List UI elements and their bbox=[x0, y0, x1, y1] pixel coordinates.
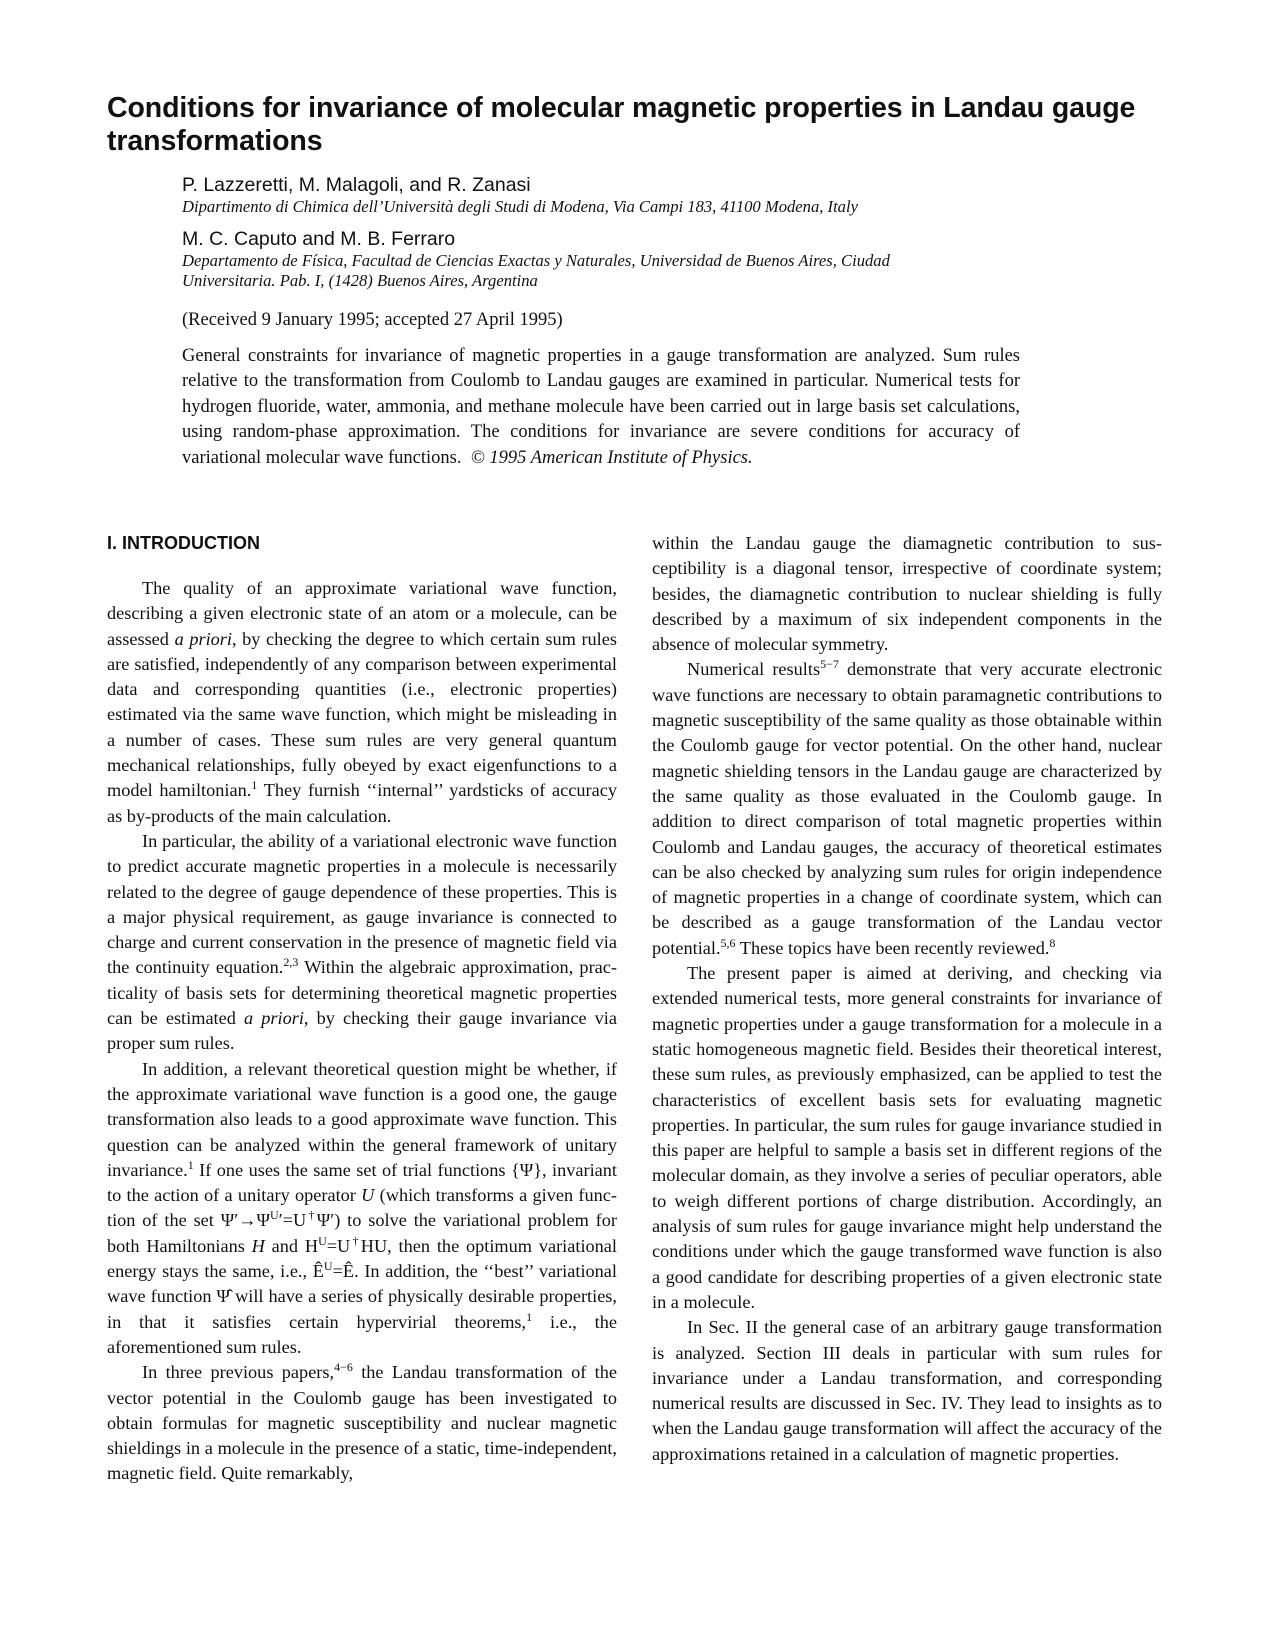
text-run: =Ê. In addition, the ‘‘best’’ variational wave function Ψ̂ will have a series of physically desirable properties, in that it satisfies certain hypervirial theorems, bbox=[107, 1261, 617, 1332]
paragraph-1 bbox=[107, 576, 617, 829]
text-run: , by checking the degree to which certain sum rules are satisfied, independently of any comparison between experimental data and corresponding quantities (i.e., electronic properties) estimated via the same wave function, which might be misleading in a number of cases. These sum rules are very general quantum mechanical relationships, fully obeyed by exact eigenfunctions to a model hamiltonian. bbox=[107, 628, 617, 801]
math-text: (which transforms a given function of the set Ψ′→Ψ bbox=[107, 1185, 617, 1231]
math-superscript: U bbox=[323, 1259, 333, 1274]
reference-superscript: 1 bbox=[251, 778, 258, 793]
paragraph-5 bbox=[652, 531, 1162, 657]
text-run: i.e., the aforementioned sum rules. bbox=[107, 1311, 617, 1357]
affiliation-2-line-1: Departamento de Física, Facultad de Ciencias Exactas y Naturales, Universidad de Buenos Aires, Ciudad bbox=[182, 251, 890, 270]
reference-superscript: 5,6 bbox=[720, 935, 736, 950]
received-dates: (Received 9 January 1995; accepted 27 April 1995) bbox=[182, 310, 563, 330]
text-run: In Sec. II the general case of an arbitrary gauge transformation is analyzed. Section III deals in particular with sum rules for invariance under a Landau transformation, and corresponding numerical results are discussed in Sec. IV. They lead to insights as to when the Landau gauge transformation will affect the accuracy of the approximations retained in a calculation of magnetic properties. bbox=[652, 1317, 1162, 1464]
paragraph-3 bbox=[107, 1057, 617, 1361]
text-run: , by checking their gauge invariance via proper sum rules. bbox=[107, 1008, 617, 1054]
author-list-1: P. Lazzeretti, M. Malagoli, and R. Zanasi bbox=[182, 174, 531, 196]
section-heading-introduction: I. INTRODUCTION bbox=[107, 533, 260, 553]
paragraph-8 bbox=[652, 1315, 1162, 1467]
math-text: and H bbox=[264, 1235, 319, 1256]
paper-title: Conditions for invariance of molecular magnetic properties in Landau gauge transformations bbox=[107, 92, 1136, 157]
reference-superscript: 2,3 bbox=[283, 955, 299, 970]
paragraph-2 bbox=[107, 829, 617, 1057]
reference-superscript: 5−7 bbox=[820, 657, 839, 672]
text-run: If one uses the same set of trial functions {Ψ}, invariant to the action of a unitary operator bbox=[107, 1159, 617, 1206]
reference-superscript: 1 bbox=[187, 1157, 194, 1172]
text-run: demonstrate that very accurate electronic wave functions are necessary to obtain paramagnetic contributions to magnetic susceptibility of the same quality as those obtainable within the Coulomb gauge for vector potential. On the other hand, nuclear magnetic shielding tensors in the Landau gauge are characterized by the same quality as those evaluated in the Coulomb gauge. In addition to direct comparison of total magnetic properties within Coulomb and Landau gauges, the accuracy of theoretical estimates can be also checked by analyzing sum rules for origin independence of magnetic properties in a change of coordinate system, which can be described as a gauge transformation of the Landau vector potential. bbox=[652, 659, 1162, 958]
copyright-notice: © 1995 American Institute of Physics. bbox=[470, 447, 753, 468]
right-column bbox=[652, 531, 1162, 1467]
paragraph-7 bbox=[652, 961, 1162, 1315]
paragraph-4 bbox=[107, 1360, 617, 1486]
reference-superscript: 1 bbox=[526, 1309, 533, 1324]
italic-text: a priori bbox=[244, 1008, 304, 1029]
affiliation-1: Dipartimento di Chimica dell’Università degli Studi di Modena, Via Campi 183, 41100 Modena, Italy bbox=[182, 197, 858, 216]
math-superscript: † bbox=[350, 1233, 361, 1248]
text-run: HU, then the optimum variational energy stays the same, i.e., Ê bbox=[107, 1235, 617, 1282]
author-list-2: M. C. Caputo and M. B. Ferraro bbox=[182, 228, 456, 250]
text-run: They furnish ‘‘internal’’ yardsticks of accuracy as by-products of the main calculation. bbox=[107, 780, 617, 826]
affiliation-2 bbox=[182, 251, 1182, 291]
math-text: =U bbox=[326, 1235, 351, 1256]
left-column bbox=[107, 576, 617, 1487]
abstract-text: General constraints for invariance of magnetic properties in a gauge transformation are analyzed. Sum rules relative to the transformation from Coulomb to Landau gauges are examined in particular. Numerical tests for hydrogen fluoride, water, ammonia, and methane molecule have been carried out in large basis set calculations, using random-phase approximation. The conditions for invariance are severe conditions for accuracy of variational molecular wave functions. bbox=[182, 346, 1020, 468]
reference-superscript: 8 bbox=[1049, 935, 1056, 950]
math-symbol: U bbox=[361, 1185, 375, 1206]
math-superscript: U bbox=[318, 1233, 327, 1248]
reference-superscript: 4−6 bbox=[334, 1360, 353, 1375]
abstract bbox=[182, 344, 1020, 471]
math-superscript: U bbox=[269, 1208, 279, 1223]
text-run: These topics have been recently reviewed. bbox=[735, 937, 1050, 958]
math-superscript: † bbox=[306, 1208, 317, 1223]
math-symbol: H bbox=[251, 1235, 265, 1256]
text-run: In particular, the ability of a variational electronic wave function to predict accurate magnetic properties in a molecule is necessarily related to the degree of gauge dependence of these properties. This is a major physical requirement, as gauge invariance is connected to charge and current conservation in the presence of magnetic field via the continuity equation. bbox=[107, 830, 617, 978]
affiliation-2-line-2: Universitaria. Pab. I, (1428) Buenos Aires, Argentina bbox=[182, 271, 538, 290]
math-text: ′=U bbox=[278, 1210, 307, 1231]
text-run: The quality of an approximate variational wave function, describing a given electronic state of an atom or a molecule, can be assessed bbox=[107, 578, 617, 649]
italic-text: a priori bbox=[174, 628, 232, 649]
paragraph-6 bbox=[652, 657, 1162, 961]
text-run: The present paper is aimed at deriving, and checking via extended numerical tests, more general constraints for invariance of magnetic properties under a gauge transformation for a molecule in a static homogeneous magnetic field. Besides their theoretical interest, these sum rules, as previously emphasized, can be applied to test the characteristics of excellent basis sets for evaluating magnetic properties. In particular, the sum rules for gauge invariance studied in this paper are helpful to sample a basis set in different regions of the molecular domain, as they involve a series of peculiar operators, able to weigh different portions of charge distribution. Accordingly, an analysis of sum rules for gauge invariance might help understand the conditions under which the gauge transformed wave function is also a good candidate for describing properties of a given electronic state in a molecule. bbox=[652, 963, 1162, 1312]
text-run: Numerical results bbox=[687, 659, 821, 680]
text-run: within the Landau gauge the diamagnetic contribution to susceptibility is a diagonal tensor, irrespective of coordinate system; besides, the diamagnetic contribution to nuclear shielding is fully described by a maximum of six independent components in the absence of molecular symmetry. bbox=[652, 533, 1162, 655]
text-run: In three previous papers, bbox=[142, 1362, 335, 1383]
text-run: Within the algebraic approximation, practicality of basis sets for determining theoretical magnetic properties can be estimated bbox=[107, 957, 617, 1029]
text-run: the Landau transformation of the vector potential in the Coulomb gauge has been investigated to obtain formulas for magnetic susceptibility and nuclear magnetic shieldings in a molecule in the presence of a static, time-independent, magnetic field. Quite remarkably, bbox=[107, 1362, 617, 1484]
text-run: Ψ′) to solve the variational problem for both Hamiltonians bbox=[107, 1210, 617, 1256]
text-run: In addition, a relevant theoretical question might be whether, if the approximate variational wave function is a good one, the gauge transformation also leads to a good approximate wave function. This question can be analyzed within the general framework of unitary invariance. bbox=[107, 1058, 617, 1180]
